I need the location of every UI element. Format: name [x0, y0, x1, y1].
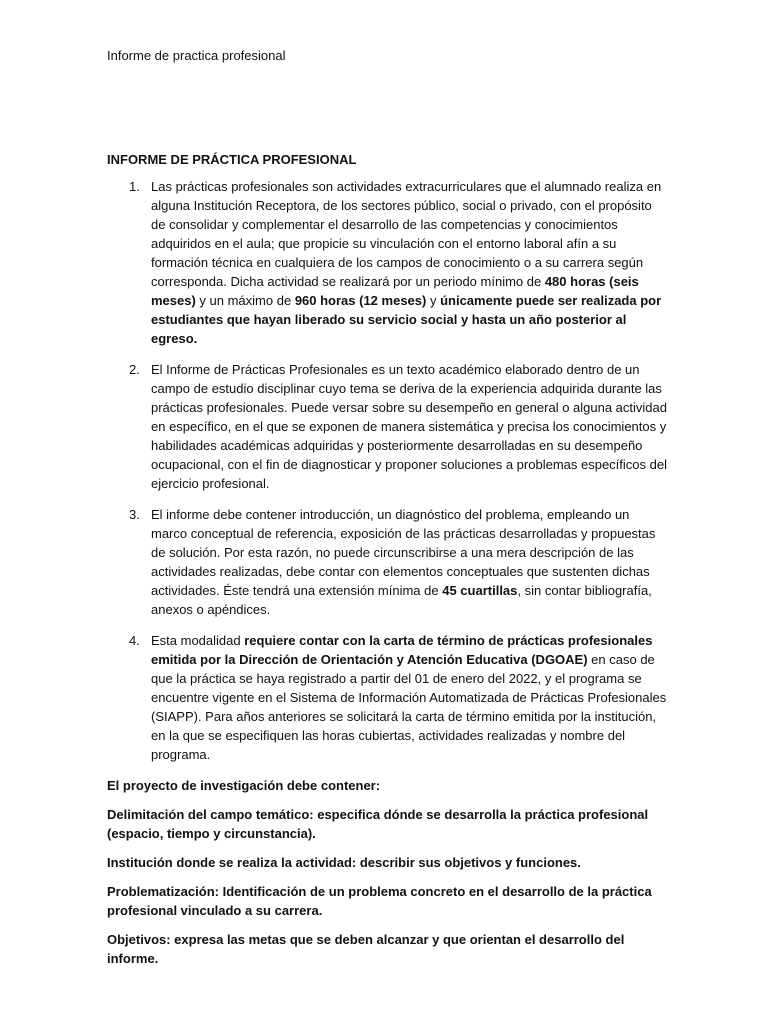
- list-item-number: 3.: [129, 507, 140, 522]
- bold-segment: 960 horas (12 meses): [294, 293, 427, 308]
- requirement-item: Institución donde se realiza la actividad: describir sus objetivos y funciones.: [107, 855, 581, 870]
- running-header: Informe de practica profesional: [107, 48, 286, 63]
- list-item: [107, 177, 667, 348]
- list-item-number: 1.: [129, 179, 140, 194]
- bold-segment: 480 horas (seis meses): [151, 274, 639, 308]
- list-item: [107, 360, 667, 493]
- bold-segment: únicamente puede ser realizada por estudiantes que hayan liberado su servicio social y hasta un año posterior al egreso.: [151, 293, 662, 346]
- requirement-item: Problematización: Identificación de un problema concreto en el desarrollo de la práctica profesional vinculado a su carrera.: [107, 884, 652, 918]
- text-segment: El informe debe contener introducción, un diagnóstico del problema, empleando un marco conceptual de referencia, exposición de las prácticas desarrolladas y propuestas de solución. Por esta razón, no puede circunscribirse a una mera descripción de las actividades realizadas, debe contar con elementos conceptuales que sustenten dichas actividades. Éste tendrá una extensión mínima de: [151, 507, 656, 598]
- text-segment: Esta modalidad: [151, 633, 245, 648]
- document-title: INFORME DE PRÁCTICA PROFESIONAL: [107, 152, 357, 167]
- text-segment: , sin contar bibliografía, anexos o apéndices.: [151, 583, 652, 617]
- list-item-text: [151, 505, 667, 619]
- text-segment: en caso de que la práctica se haya registrado a partir del 01 de enero del 2022, y el programa se encuentre vigente en el Sistema de Información Automatizada de Prácticas Profesionales (SIAPP). Para años anteriores se solicitará la carta de término emitida por la institución, en la que se especifiquen las horas cubiertas, actividades realizadas y nombre del programa.: [151, 652, 667, 762]
- list-item-text: [151, 360, 667, 493]
- list-item-number: 2.: [129, 362, 140, 377]
- text-segment: Las prácticas profesionales son actividades extracurriculares que el alumnado realiza en alguna Institución Receptora, de los sectores público, social o privado, con el propósito de consolidar y complementar el desarrollo de las competencias y conocimientos adquiridos en el aula; que propicie su vinculación con el entorno laboral afín a su formación técnica en cualquiera de los campos de conocimiento o a su carrera según corresponda. Dicha actividad se realizará por un periodo mínimo de: [151, 179, 662, 289]
- project-heading: El proyecto de investigación debe contener:: [107, 778, 381, 793]
- bold-segment: requiere contar con la carta de término de prácticas profesionales emitida por la Dirección de Orientación y Atención Educativa (DGOAE): [151, 633, 653, 667]
- list-item: [107, 631, 667, 764]
- list-item-text: [151, 631, 667, 764]
- list-item: [107, 505, 667, 619]
- text-segment: y un máximo de: [195, 293, 295, 308]
- requirement-item: Objetivos: expresa las metas que se deben alcanzar y que orientan el desarrollo del informe.: [107, 932, 625, 966]
- document-body: [107, 150, 667, 978]
- list-item-number: 4.: [129, 633, 140, 648]
- requirement-item: Delimitación del campo temático: especifica dónde se desarrolla la práctica profesional (espacio, tiempo y circunstancia).: [107, 807, 649, 841]
- text-segment: y: [426, 293, 441, 308]
- text-segment: El Informe de Prácticas Profesionales es un texto académico elaborado dentro de un campo de estudio disciplinar cuyo tema se deriva de la experiencia adquirida durante las prácticas profesionales. Puede versar sobre su desempeño en general o alguna actividad en específico, en el que se exponen de manera sistemática y precisa los conocimientos y habilidades académicas adquiridas y posteriormente desarrolladas en su desempeño ocupacional, con el fin de diagnosticar y proponer soluciones a problemas específicos del ejercicio profesional.: [151, 362, 667, 491]
- list-item-text: [151, 177, 667, 348]
- bold-segment: 45 cuartillas: [442, 583, 518, 598]
- numbered-list: [107, 177, 667, 764]
